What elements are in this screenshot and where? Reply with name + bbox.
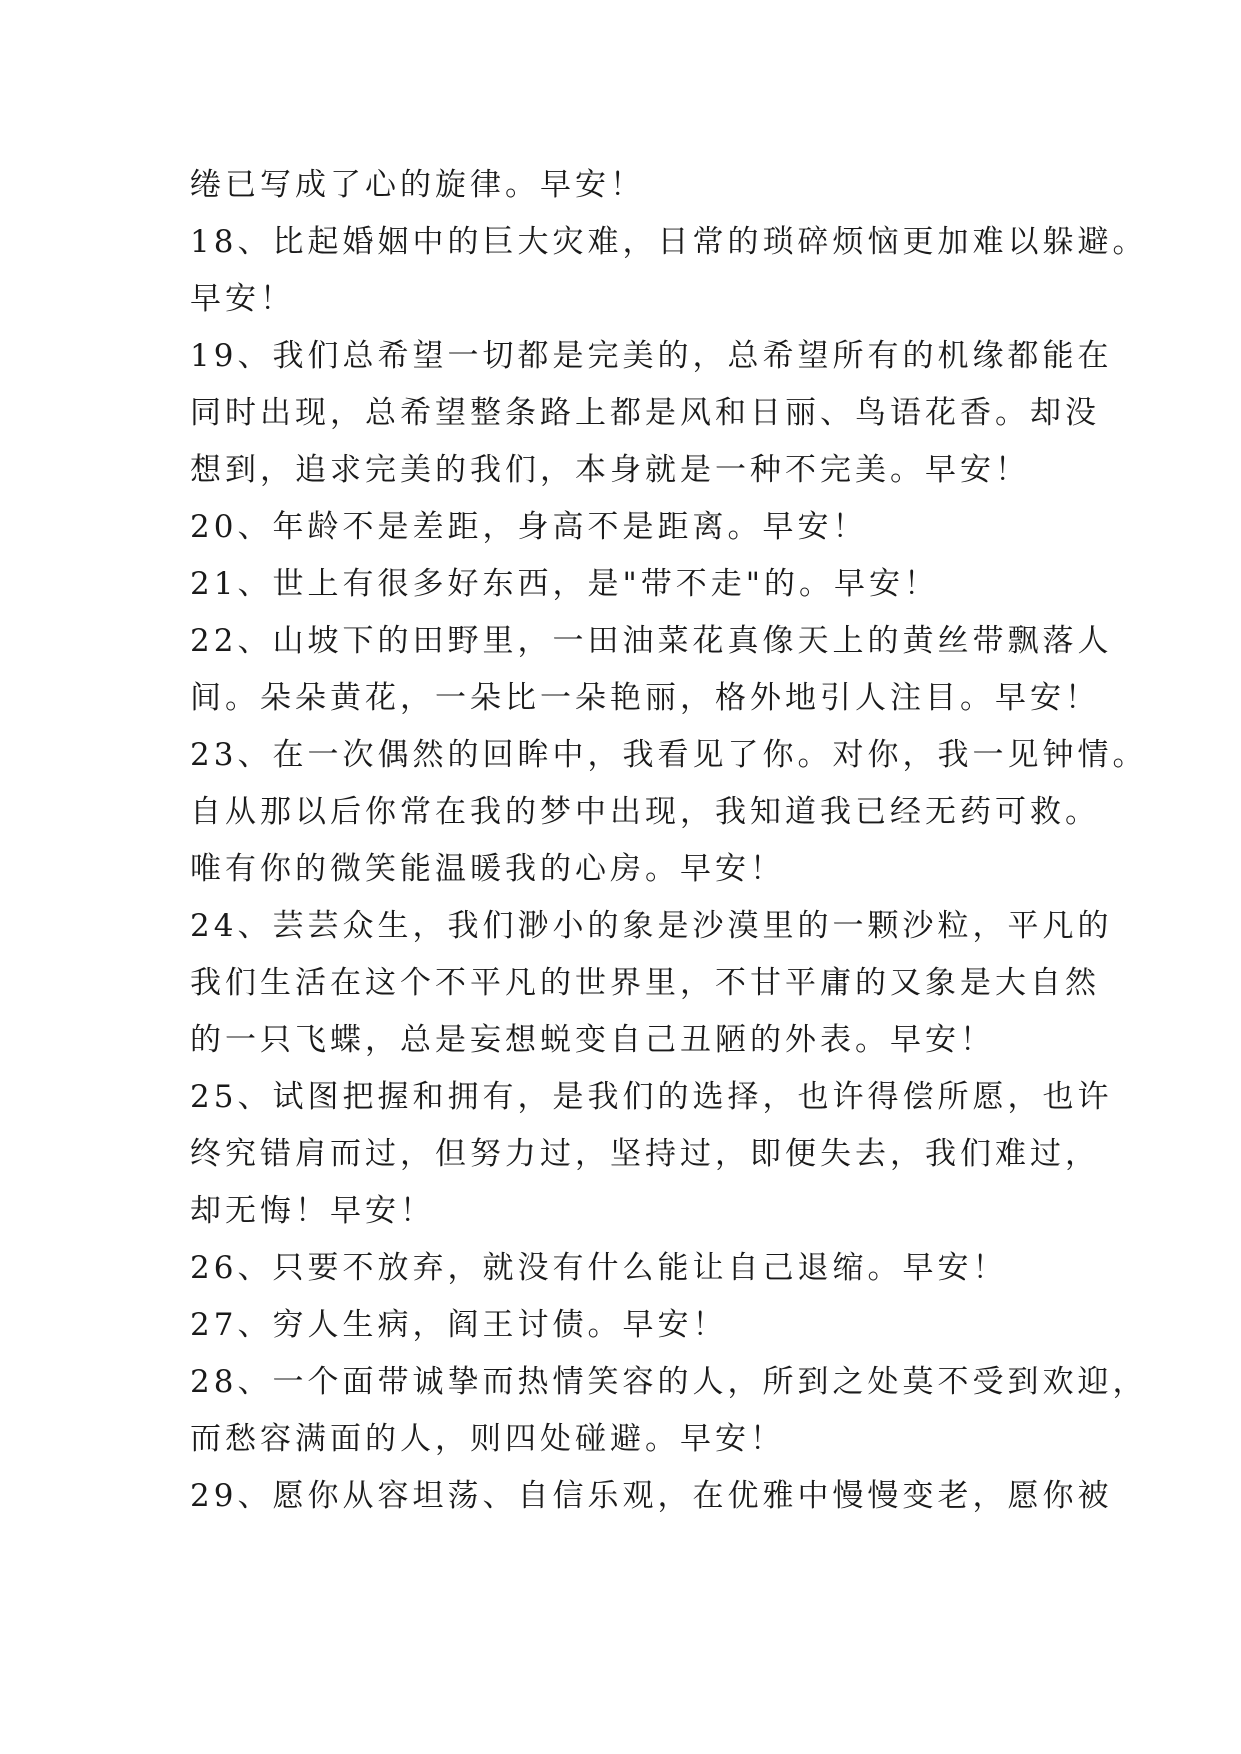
text-line: 25、试图把握和拥有，是我们的选择，也许得偿所愿，也许: [190, 1079, 1113, 1115]
text-line: 却无悔！早安！: [190, 1193, 435, 1229]
text-line: 27、穷人生病，阎王讨债。早安！: [190, 1307, 728, 1343]
text-line: 28、一个面带诚挚而热情笑容的人，所到之处莫不受到欢迎，: [190, 1364, 1148, 1400]
text-line: 20、年龄不是差距，身高不是距离。早安！: [190, 509, 868, 545]
text-line: 终究错肩而过，但努力过，坚持过，即便失去，我们难过，: [190, 1136, 1100, 1172]
text-line: 22、山坡下的田野里，一田油菜花真像天上的黄丝带飘落人: [190, 623, 1113, 659]
text-line: 21、世上有很多好东西，是"带不走"的。早安！: [190, 566, 939, 602]
text-line: 绻已写成了心的旋律。早安！: [190, 167, 645, 203]
text-line: 29、愿你从容坦荡、自信乐观，在优雅中慢慢变老，愿你被: [190, 1478, 1113, 1514]
text-line: 想到，追求完美的我们，本身就是一种不完美。早安！: [190, 452, 1030, 488]
text-line: 的一只飞蝶，总是妄想蜕变自己丑陋的外表。早安！: [190, 1022, 995, 1058]
text-line: 23、在一次偶然的回眸中，我看见了你。对你，我一见钟情。: [190, 737, 1148, 773]
text-line: 26、只要不放弃，就没有什么能让自己退缩。早安！: [190, 1250, 1008, 1286]
text-line: 同时出现，总希望整条路上都是风和日丽、鸟语花香。却没: [190, 395, 1100, 431]
text-line: 唯有你的微笑能温暖我的心房。早安！: [190, 851, 785, 887]
text-line: 早安！: [190, 281, 295, 317]
text-line: 19、我们总希望一切都是完美的，总希望所有的机缘都能在: [190, 338, 1113, 374]
text-line: 间。朵朵黄花，一朵比一朵艳丽，格外地引人注目。早安！: [190, 680, 1100, 716]
text-line: 24、芸芸众生，我们渺小的象是沙漠里的一颗沙粒，平凡的: [190, 908, 1113, 944]
text-line: 18、比起婚姻中的巨大灾难，日常的琐碎烦恼更加难以躲避。: [190, 224, 1148, 260]
text-line: 自从那以后你常在我的梦中出现，我知道我已经无药可救。: [190, 794, 1100, 830]
text-line: 我们生活在这个不平凡的世界里，不甘平庸的又象是大自然: [190, 965, 1100, 1001]
text-line: 而愁容满面的人，则四处碰避。早安！: [190, 1421, 785, 1457]
